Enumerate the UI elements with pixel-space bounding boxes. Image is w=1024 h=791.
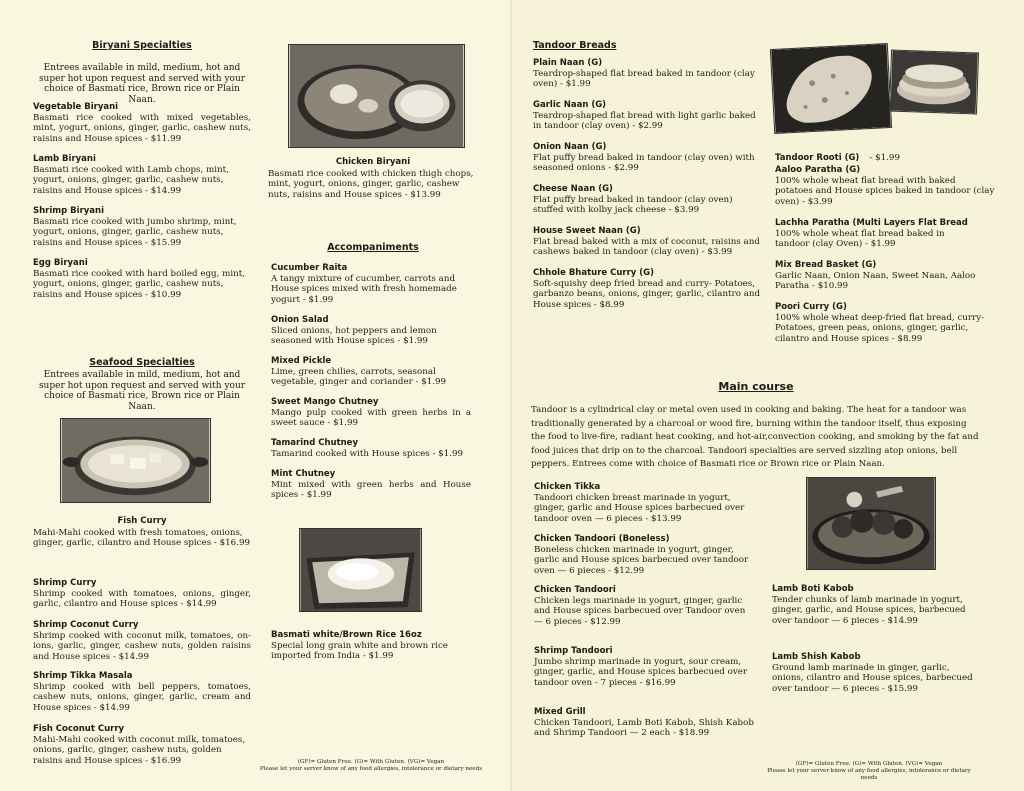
item-name: Shrimp Curry <box>33 578 97 588</box>
item-desc: Soft-squishy deep fried bread and curry- Potatoes, garbanzo beans, onions, ginger, garlic, cilantro and House spices - $8.99 <box>533 279 761 310</box>
seafood-intro: Entrees available in mild, medium, hot and super hot upon request and served with your choice of Basmati rice, Brown rice or Plain Naan. <box>38 370 246 412</box>
item-desc: Chicken legs marinade in yogurt, ginger, garlic and House spices barbecued over Tandoor oven — 6 pieces - $12.99 <box>534 596 746 627</box>
item-name: Chicken Tandoori <box>534 585 616 595</box>
item-desc: Tandoori chicken breast marinade in yogurt, ginger, garlic and House spices barbecued over tandoor oven — 6 pieces - $13.99 <box>534 493 745 524</box>
tandoor-breads-heading-wrap <box>533 40 773 51</box>
chicken-biryani-image-icon <box>289 45 464 147</box>
left-footnote <box>258 759 484 773</box>
menu-item-shrimp-tandoori <box>534 646 760 688</box>
biryani-heading: Biryani Specialties <box>92 40 192 51</box>
item-desc: Flat puffy bread baked in tandoor (clay oven) with seasoned onions - $2.99 <box>533 153 755 174</box>
paratha-image-icon <box>890 51 978 114</box>
item-name: Fish Coconut Curry <box>33 724 125 734</box>
item-name: Garlic Naan (G) <box>533 100 607 110</box>
menu-item-mixed-pickle <box>271 356 477 388</box>
item-name: Poori Curry (G) <box>775 302 847 312</box>
item-name: Onion Salad <box>271 315 329 325</box>
menu-item-lachha-paratha <box>775 218 1005 250</box>
item-desc: Teardrop-shaped flat bread with light garlic baked in tandoor (clay oven) - $2.99 <box>533 111 756 132</box>
item-desc: Boneless chicken marinade in yogurt, ginger, garlic and House spices barbecued over tandoor oven — 6 pieces - $12.99 <box>534 545 749 576</box>
item-name: Egg Biryani <box>33 258 88 268</box>
fish-curry-photo <box>60 418 211 503</box>
item-desc: Chicken Tandoori, Lamb Boti Kabob, Shish Kabob and Shrimp Tandoori — 2 each - $18.99 <box>534 718 754 739</box>
item-name: Shrimp Tikka Masala <box>33 671 133 681</box>
menu-item-shrimp-coconut-curry <box>33 620 251 662</box>
menu-item-plain-naan <box>533 58 765 90</box>
item-desc: Tender chunks of lamb marinade in yogurt, ginger, garlic, and House spices, barbecued over tandoor — 6 pieces - $14.99 <box>772 595 966 626</box>
menu-item-sweet-mango-chutney <box>271 397 471 429</box>
biryani-intro: Entrees available in mild, medium, hot and super hot upon request and served with your choice of Basmati rice, Brown rice or Plain Naan. <box>38 63 246 105</box>
item-desc: Basmati rice cooked with Lamb chops, mint, yogurt, onions, ginger, garlic, cashew nuts, raisins and House spices - $14.99 <box>33 165 229 196</box>
item-desc: Basmati rice cooked with chicken thigh chops, mint, yogurt, onions, ginger, garlic, cashew nuts, raisins and House spices - $13.99 <box>268 169 474 200</box>
naan-image-icon <box>771 44 891 133</box>
item-name: Lachha Paratha (Multi Layers Flat Bread <box>775 218 968 228</box>
item-name: Cucumber Raita <box>271 263 348 273</box>
menu-item-shrimp-curry <box>33 578 251 610</box>
menu-item-house-sweet-naan <box>533 226 765 258</box>
footnote-legend: (GF)= Gluten Free. (G)= With Gluten. (VG)= Vegan <box>795 761 943 767</box>
item-name: Plain Naan (G) <box>533 58 603 68</box>
menu-item-onion-salad <box>271 315 477 347</box>
footnote-allergy: Please let your server know of any food allergies, intolerance or dietary needs <box>767 768 971 781</box>
item-name: Vegetable Biryani <box>33 102 119 112</box>
menu-item-basmati-rice <box>271 630 477 662</box>
menu-item-onion-naan <box>533 142 765 174</box>
item-name: Chicken Tandoori (Boneless) <box>534 534 670 544</box>
fish-curry-image-icon <box>61 419 210 502</box>
menu-item-cheese-naan <box>533 184 765 216</box>
footnote-allergy: Please let your server know of any food allergies, intolerance or dietary needs <box>259 766 483 772</box>
main-course-intro-wrap <box>531 404 981 472</box>
item-desc: Flat bread baked with a mix of coconut, raisins and cashews baked in tandoor (clay oven) - $3.99 <box>533 237 760 258</box>
item-desc: Mango pulp cooked with green herbs in a sweet sauce - $1.99 <box>271 408 471 429</box>
menu-item-mixed-grill <box>534 707 756 739</box>
menu-item-fish-curry-desc <box>33 528 251 549</box>
item-name: Mint Chutney <box>271 469 336 479</box>
menu-item-fish-curry <box>33 516 251 527</box>
menu-item-cucumber-raita <box>271 263 477 305</box>
item-desc: Basmati rice cooked with mixed vegetables, mint, yogurt, onions, ginger, garlic, cashew nuts, raisins and House spices - $11.99 <box>33 113 251 144</box>
paratha-photo <box>889 49 979 114</box>
naan-photo <box>770 43 892 134</box>
accompaniments-heading-wrap <box>268 242 478 253</box>
item-name: Lamb Biryani <box>33 154 96 164</box>
item-name: Aaloo Paratha (G) <box>775 165 861 175</box>
item-desc: Lime, green chilies, carrots, seasonal vegetable, ginger and coriander - $1.99 <box>271 367 447 388</box>
accompaniments-heading: Accompaniments <box>327 242 419 253</box>
tandoor-breads-heading: Tandoor Breads <box>533 40 617 51</box>
item-name: Chicken Tikka <box>534 482 601 492</box>
menu-item-aaloo-paratha <box>775 165 995 207</box>
item-price: - $1.99 <box>869 153 900 163</box>
basmati-rice-photo <box>299 528 422 612</box>
menu-item-shrimp-biryani <box>33 206 251 248</box>
item-name: Lamb Shish Kabob <box>772 652 861 662</box>
menu-item-shrimp-tikka-masala <box>33 671 251 713</box>
menu-item-chicken-biryani <box>268 157 478 168</box>
item-desc: Special long grain white and brown rice imported from India - $1.99 <box>271 641 448 662</box>
item-desc: Tamarind cooked with House spices - $1.99 <box>271 449 464 459</box>
right-footnote <box>758 761 980 782</box>
item-desc: 100% whole wheat flat bread with baked potatoes and House spices baked in tandoor (clay oven) - $3.99 <box>775 176 995 207</box>
seafood-heading: Seafood Specialties <box>89 357 195 368</box>
item-desc: Basmati rice cooked with jumbo shrimp, mint, yogurt, onions, ginger, garlic, cashew nuts, raisins and House spices - $15.99 <box>33 217 237 248</box>
menu-item-poori-curry <box>775 302 985 344</box>
item-desc: Shrimp cooked with coconut milk, tomatoes, on-ions, garlic, ginger, cashew nuts, golden raisins and House spices - $14.99 <box>33 631 251 662</box>
item-name: Tamarind Chutney <box>271 438 358 448</box>
item-name: Shrimp Tandoori <box>534 646 613 656</box>
item-desc: A tangy mixture of cucumber, carrots and House spices mixed with fresh homemade yogurt - $1.99 <box>271 274 457 305</box>
main-course-heading: Main course <box>718 380 794 393</box>
menu-item-mix-bread-basket <box>775 260 995 292</box>
menu-item-mint-chutney <box>271 469 471 501</box>
item-desc: Mahi-Mahi cooked with coconut milk, tomatoes, onions, garlic, ginger, cashew nuts, golden raisins and House spices - $16.99 <box>33 735 246 766</box>
seafood-section <box>33 357 251 412</box>
menu-item-fish-coconut-curry <box>33 724 251 766</box>
menu-item-chicken-tandoori-boneless <box>534 534 756 576</box>
menu-item-tamarind-chutney <box>271 438 477 459</box>
item-name: Cheese Naan (G) <box>533 184 613 194</box>
item-desc: Sliced onions, hot peppers and lemon seasoned with House spices - $1.99 <box>271 326 437 347</box>
item-name: Chhole Bhature Curry (G) <box>533 268 655 278</box>
item-name: Lamb Boti Kabob <box>772 584 854 594</box>
right-menu-page <box>512 0 1024 791</box>
item-desc: Shrimp cooked with bell peppers, tomatoes, cashew nuts, onions, ginger, garlic, cream and House spices - $14.99 <box>33 682 251 713</box>
item-desc: Shrimp cooked with tomatoes, onions, ginger, garlic, cilantro and House spices - $14.99 <box>33 589 251 610</box>
item-desc: Ground lamb marinade in ginger, garlic, onions, cilantro and House spices, barbecued over tandoor — 6 pieces - $15.99 <box>772 663 973 694</box>
item-name: Chicken Biryani <box>335 157 411 167</box>
kabob-photo <box>806 477 936 570</box>
item-desc: Mint mixed with green herbs and House spices - $1.99 <box>271 480 471 501</box>
kabob-image-icon <box>807 478 935 569</box>
item-name: Basmati white/Brown Rice 16oz <box>271 630 422 640</box>
item-name: House Sweet Naan (G) <box>533 226 641 236</box>
menu-item-chicken-tikka <box>534 482 756 524</box>
item-name: Onion Naan (G) <box>533 142 607 152</box>
item-desc: Flat puffy bread baked in tandoor (clay oven) stuffed with kolby jack cheese - $3.99 <box>533 195 733 216</box>
main-course-heading-wrap <box>672 380 840 393</box>
item-desc: 100% whole wheat flat bread baked in tandoor (clay Oven) - $1.99 <box>775 229 945 250</box>
item-desc: Mahi-Mahi cooked with fresh tomatoes, onions, ginger, garlic, cilantro and House spices - $16.99 <box>33 528 251 549</box>
menu-item-lamb-biryani <box>33 154 251 196</box>
menu-item-lamb-boti-kabob <box>772 584 982 626</box>
item-desc: 100% whole wheat deep-fried flat bread, curry- Potatoes, green peas, onions, ginger, garlic, cilantro and House spices - $8.99 <box>775 313 985 344</box>
menu-item-chicken-biryani-desc <box>268 169 478 200</box>
menu-item-chhole-bhature-curry <box>533 268 765 310</box>
item-name: Shrimp Coconut Curry <box>33 620 139 630</box>
menu-item-tandoor-rooti <box>775 145 995 164</box>
item-desc: Garlic Naan, Onion Naan, Sweet Naan, Aaloo Paratha - $10.99 <box>775 271 976 292</box>
menu-item-chicken-tandoori <box>534 585 756 627</box>
item-name: Mixed Grill <box>534 707 586 717</box>
chicken-biryani-photo <box>288 44 465 148</box>
item-name: Fish Curry <box>117 516 167 526</box>
rice-image-icon <box>300 529 421 611</box>
item-name: Mix Bread Basket (G) <box>775 260 877 270</box>
main-course-intro: Tandoor is a cylindrical clay or metal oven used in cooking and baking. The heat for a tandoor was traditionally generated by a charcoal or wood fire, burning within the tandoor itself, thus exposing the food to live-fire, radiant heat cooking, and hot-air,convection cooking, and smoking by the fat and food juices that drip on to the charcoal. Tandoori specialties are served sizzling atop onions, bell peppers. Entrees come with choice of Basmati rice or Brown rice or Plain Naan. <box>531 405 979 469</box>
menu-item-vegetable-biryani <box>33 102 251 144</box>
menu-item-egg-biryani <box>33 258 251 300</box>
item-desc: Teardrop-shaped flat bread baked in tandoor (clay oven) - $1.99 <box>533 69 755 90</box>
menu-item-garlic-naan <box>533 100 765 132</box>
menu-item-lamb-shish-kabob <box>772 652 982 694</box>
biryani-column <box>33 40 251 105</box>
footnote-legend: (GF)= Gluten Free. (G)= With Gluten. (VG)= Vegan <box>297 759 445 765</box>
item-desc: Jumbo shrimp marinade in yogurt, sour cream, ginger, garlic, and House spices barbecued over tandoor oven - 7 pieces - $16.99 <box>534 657 748 688</box>
item-name: Tandoor Rooti (G) <box>775 153 860 163</box>
item-name: Shrimp Biryani <box>33 206 105 216</box>
item-name: Mixed Pickle <box>271 356 332 366</box>
item-name: Sweet Mango Chutney <box>271 397 379 407</box>
item-desc: Basmati rice cooked with hard boiled egg, mint, yogurt, onions, ginger, garlic, cashew nuts, raisins and House spices - $10.99 <box>33 269 245 300</box>
